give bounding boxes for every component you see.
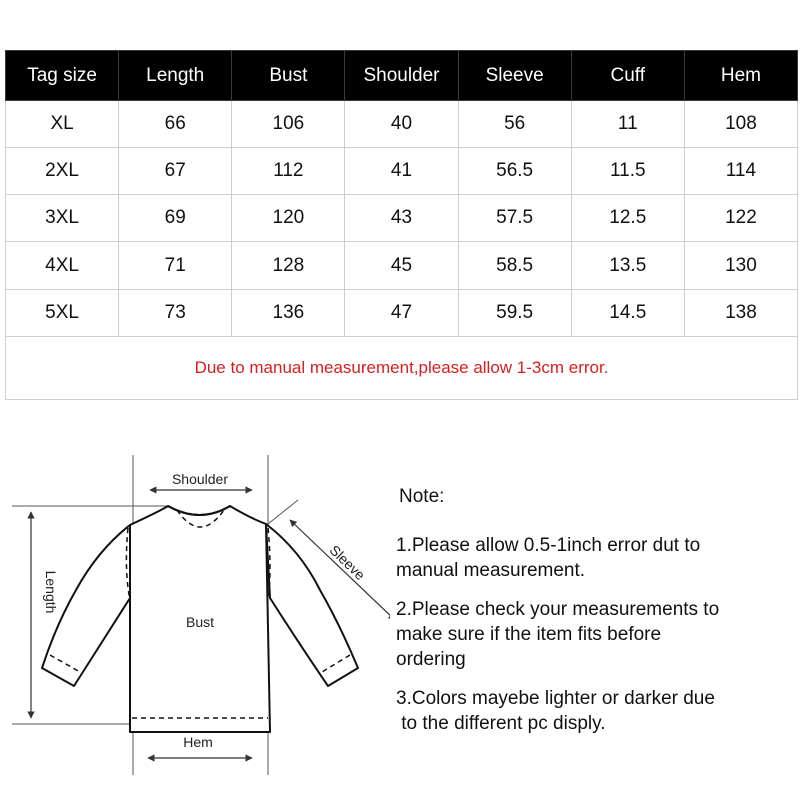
header-cuff: Cuff [571, 51, 684, 101]
cell-cuff: 14.5 [571, 289, 684, 336]
cell-cuff: 11 [571, 101, 684, 148]
table-footnote-row [6, 336, 798, 399]
note-line: 1.Please allow 0.5-1inch error dut to [396, 535, 701, 556]
table-row [6, 195, 798, 242]
cell-cuff: 13.5 [571, 242, 684, 289]
cell-shoulder: 41 [345, 148, 458, 195]
cell-hem: 114 [684, 148, 797, 195]
table-row [6, 101, 798, 148]
header-tag-size: Tag size [6, 51, 119, 101]
note-line: 2.Please check your measurements to [396, 599, 720, 620]
cell-shoulder: 43 [345, 195, 458, 242]
sweater-illustration [0, 440, 390, 800]
measurement-error-note: Due to manual measurement,please allow 1-3cm error. [6, 336, 798, 399]
table-row [6, 289, 798, 336]
table-row [6, 242, 798, 289]
cell-bust: 112 [232, 148, 345, 195]
cell-hem: 108 [684, 101, 797, 148]
cell-tag-size: 5XL [6, 289, 119, 336]
cell-tag-size: XL [6, 101, 119, 148]
note-line: to the different pc disply. [396, 713, 606, 734]
cell-cuff: 11.5 [571, 148, 684, 195]
bust-label: Bust [185, 614, 215, 630]
note-item [396, 533, 796, 583]
cell-sleeve: 56.5 [458, 148, 571, 195]
cell-sleeve: 56 [458, 101, 571, 148]
header-length: Length [119, 51, 232, 101]
size-chart-table [5, 50, 798, 400]
cell-tag-size: 3XL [6, 195, 119, 242]
cell-cuff: 12.5 [571, 195, 684, 242]
cell-bust: 128 [232, 242, 345, 289]
note-line: 3.Colors mayebe lighter or darker due [396, 688, 715, 709]
length-label: Length [43, 570, 59, 614]
notes-section [396, 484, 796, 750]
note-line: ordering [396, 649, 466, 670]
hem-label: Hem [183, 734, 213, 750]
cell-length: 67 [119, 148, 232, 195]
cell-bust: 136 [232, 289, 345, 336]
cell-length: 73 [119, 289, 232, 336]
note-line: manual measurement. [396, 560, 586, 581]
header-sleeve: Sleeve [458, 51, 571, 101]
cell-length: 66 [119, 101, 232, 148]
cell-tag-size: 4XL [6, 242, 119, 289]
header-bust: Bust [232, 51, 345, 101]
notes-title: Note: [399, 486, 445, 507]
cell-hem: 138 [684, 289, 797, 336]
garment-measurement-diagram [0, 440, 390, 800]
cell-bust: 120 [232, 195, 345, 242]
sleeve-label: Sleeve [326, 541, 369, 584]
cell-shoulder: 40 [345, 101, 458, 148]
cell-length: 71 [119, 242, 232, 289]
note-line: make sure if the item fits before [396, 624, 662, 645]
shoulder-label: Shoulder [171, 471, 229, 487]
header-hem: Hem [684, 51, 797, 101]
cell-tag-size: 2XL [6, 148, 119, 195]
note-item [396, 597, 796, 672]
header-shoulder: Shoulder [345, 51, 458, 101]
cell-sleeve: 59.5 [458, 289, 571, 336]
cell-shoulder: 45 [345, 242, 458, 289]
cell-hem: 130 [684, 242, 797, 289]
cell-sleeve: 58.5 [458, 242, 571, 289]
cell-shoulder: 47 [345, 289, 458, 336]
table-row [6, 148, 798, 195]
cell-length: 69 [119, 195, 232, 242]
table-header-row [6, 51, 798, 101]
cell-sleeve: 57.5 [458, 195, 571, 242]
cell-bust: 106 [232, 101, 345, 148]
cell-hem: 122 [684, 195, 797, 242]
note-item [396, 686, 796, 736]
